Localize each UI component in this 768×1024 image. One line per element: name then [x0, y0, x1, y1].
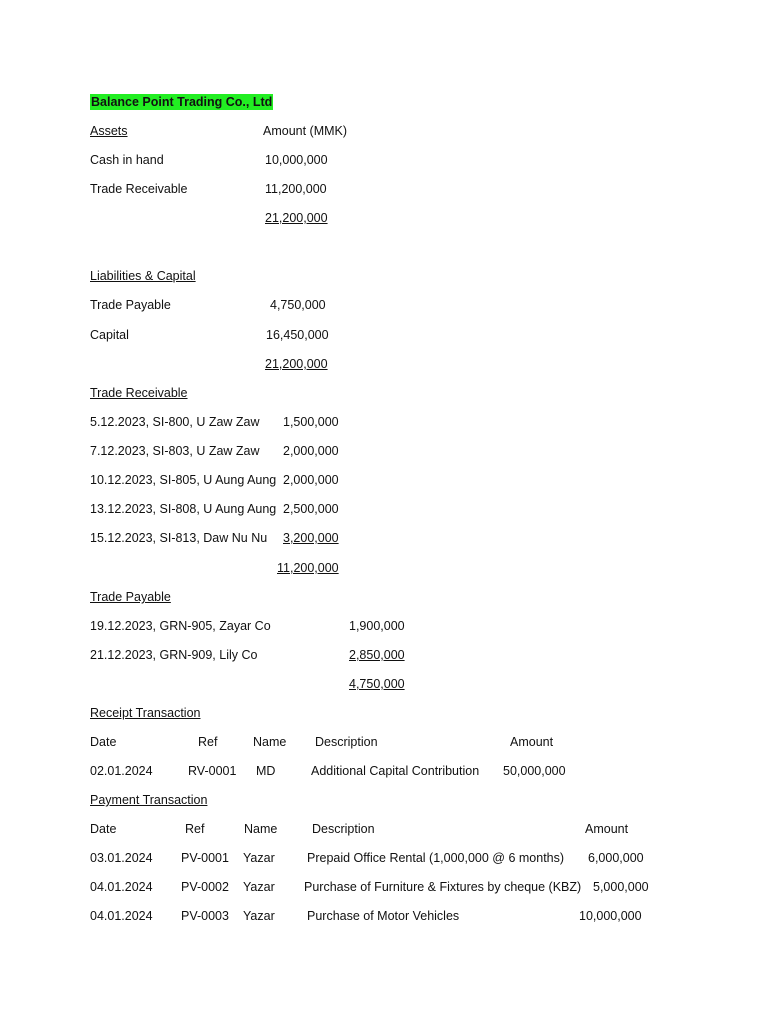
payment-date: 04.01.2024 — [90, 880, 153, 894]
asset-amount: 11,200,000 — [265, 182, 327, 196]
payment-name: Yazar — [243, 851, 275, 865]
payment-header-amount: Amount — [585, 822, 629, 836]
receipt-heading: Receipt Transaction — [90, 706, 201, 720]
receipt-header-date: Date — [90, 735, 117, 749]
amount-header: Amount (MMK) — [263, 124, 348, 138]
payment-description: Prepaid Office Rental (1,000,000 @ 6 months) — [307, 851, 565, 865]
payment-header-ref: Ref — [185, 822, 205, 836]
liability-amount: 16,450,000 — [266, 328, 329, 342]
receivable-amount: 3,200,000 — [283, 531, 339, 545]
asset-label: Cash in hand — [90, 153, 164, 167]
liabilities-heading: Liabilities & Capital — [90, 269, 196, 283]
receivable-desc: 13.12.2023, SI-808, U Aung Aung — [90, 502, 277, 516]
receivable-desc: 5.12.2023, SI-800, U Zaw Zaw — [90, 415, 260, 429]
assets-heading: Assets — [90, 124, 128, 138]
payable-total: 4,750,000 — [349, 677, 405, 691]
liability-amount: 4,750,000 — [270, 298, 326, 312]
payment-ref: PV-0003 — [181, 909, 229, 923]
payment-heading: Payment Transaction — [90, 793, 208, 807]
receipt-header-ref: Ref — [198, 735, 218, 749]
payment-description: Purchase of Furniture & Fixtures by cheque (KBZ) — [304, 880, 582, 894]
receivable-total: 11,200,000 — [277, 561, 339, 575]
assets-total: 21,200,000 — [265, 211, 328, 225]
receivable-amount: 2,000,000 — [283, 473, 339, 487]
payment-name: Yazar — [243, 880, 275, 894]
receivable-desc: 10.12.2023, SI-805, U Aung Aung — [90, 473, 277, 487]
receipt-header-name: Name — [253, 735, 287, 749]
trade-payable-heading: Trade Payable — [90, 590, 171, 604]
trade-receivable-heading: Trade Receivable — [90, 386, 188, 400]
payment-header-name: Name — [244, 822, 278, 836]
receipt-ref: RV-0001 — [188, 764, 237, 778]
payment-name: Yazar — [243, 909, 275, 923]
receivable-desc: 7.12.2023, SI-803, U Zaw Zaw — [90, 444, 260, 458]
company-title: Balance Point Trading Co., Ltd — [91, 95, 273, 109]
liability-label: Capital — [90, 328, 129, 342]
asset-label: Trade Receivable — [90, 182, 188, 196]
payment-description: Purchase of Motor Vehicles — [307, 909, 460, 923]
payment-date: 03.01.2024 — [90, 851, 153, 865]
receipt-header-amount: Amount — [510, 735, 554, 749]
payment-amount: 6,000,000 — [588, 851, 644, 865]
receipt-name: MD — [256, 764, 276, 778]
liabilities-total: 21,200,000 — [265, 357, 328, 371]
payment-date: 04.01.2024 — [90, 909, 153, 923]
receivable-amount: 1,500,000 — [283, 415, 339, 429]
receipt-header-description: Description — [315, 735, 378, 749]
payment-ref: PV-0001 — [181, 851, 229, 865]
asset-amount: 10,000,000 — [265, 153, 328, 167]
payment-amount: 10,000,000 — [579, 909, 642, 923]
payable-desc: 19.12.2023, GRN-905, Zayar Co — [90, 619, 271, 633]
receipt-date: 02.01.2024 — [90, 764, 153, 778]
payment-header-description: Description — [312, 822, 375, 836]
payable-amount: 2,850,000 — [349, 648, 405, 662]
payable-desc: 21.12.2023, GRN-909, Lily Co — [90, 648, 258, 662]
payment-ref: PV-0002 — [181, 880, 229, 894]
payable-amount: 1,900,000 — [349, 619, 405, 633]
receivable-desc: 15.12.2023, SI-813, Daw Nu Nu — [90, 531, 268, 545]
receipt-description: Additional Capital Contribution — [311, 764, 480, 778]
payment-header-date: Date — [90, 822, 117, 836]
receipt-amount: 50,000,000 — [503, 764, 566, 778]
payment-amount: 5,000,000 — [593, 880, 649, 894]
liability-label: Trade Payable — [90, 298, 171, 312]
receivable-amount: 2,500,000 — [283, 502, 339, 516]
receivable-amount: 2,000,000 — [283, 444, 339, 458]
